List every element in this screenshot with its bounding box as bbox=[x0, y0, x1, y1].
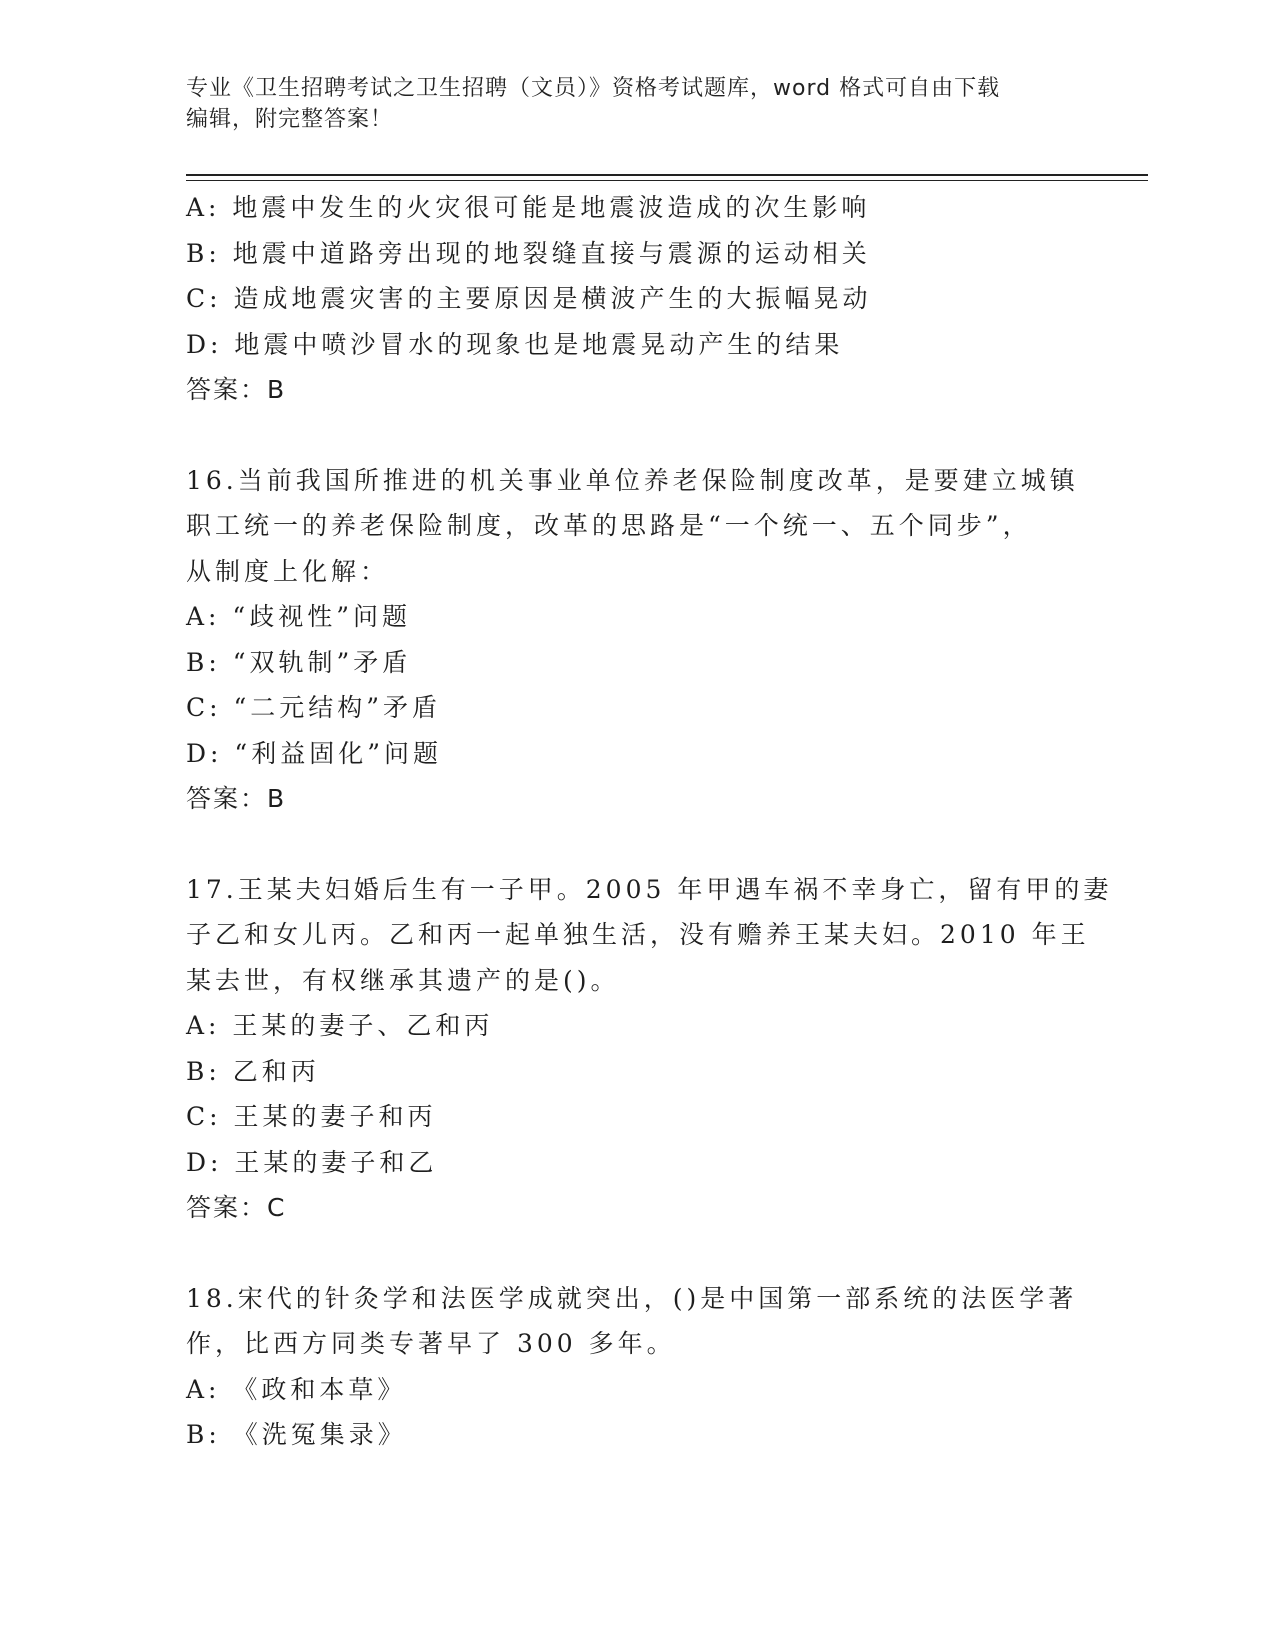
option-a: A: “歧视性”问题 bbox=[186, 602, 411, 631]
option-c: C: “二元结构”矛盾 bbox=[186, 693, 442, 722]
option-d: D: 王某的妻子和乙 bbox=[186, 1147, 438, 1177]
option-b: B: “双轨制”矛盾 bbox=[186, 647, 412, 677]
page-header bbox=[186, 73, 1066, 135]
question-stem-line: 作，比西方同类专著早了 300 多年。 bbox=[186, 1329, 676, 1358]
question-stem-line: 17.王某夫妇婚后生有一子甲。2005 年甲遇车祸不幸身亡，留有甲的妻 bbox=[186, 874, 1113, 904]
option-c: C: 王某的妻子和丙 bbox=[186, 1102, 437, 1131]
option-b: B: 乙和丙 bbox=[186, 1056, 320, 1086]
question-stem-line: 16.当前我国所推进的机关事业单位养老保险制度改革，是要建立城镇 bbox=[186, 465, 1079, 495]
document-body bbox=[186, 185, 1113, 1458]
question-15 bbox=[186, 185, 1086, 413]
answer: 答案：C bbox=[186, 1193, 287, 1222]
question-stem-line: 从制度上化解： bbox=[186, 556, 390, 586]
header-divider bbox=[186, 174, 1148, 181]
option-d: D: 地震中喷沙冒水的现象也是地震晃动产生的结果 bbox=[186, 329, 844, 359]
answer: 答案：B bbox=[186, 784, 287, 813]
option-a: A: 王某的妻子、乙和丙 bbox=[186, 1011, 494, 1040]
answer: 答案：B bbox=[186, 375, 287, 404]
question-17 bbox=[186, 867, 1113, 1231]
option-d: D: “利益固化”问题 bbox=[186, 738, 442, 768]
question-18 bbox=[186, 1276, 1086, 1458]
option-b: B: 地震中道路旁出现的地裂缝直接与震源的运动相关 bbox=[186, 238, 871, 268]
question-stem-line: 18.宋代的针灸学和法医学成就突出，()是中国第一部系统的法医学著 bbox=[186, 1283, 1078, 1313]
question-stem-line: 某去世，有权继承其遗产的是()。 bbox=[186, 965, 620, 995]
question-stem-line: 职工统一的养老保险制度，改革的思路是“一个统一、五个同步”， bbox=[186, 511, 1032, 540]
question-16 bbox=[186, 458, 1086, 822]
header-line-1: 专业《卫生招聘考试之卫生招聘（文员）》资格考试题库，word 格式可自由下载 bbox=[186, 76, 1001, 101]
option-a: A: 《政和本草》 bbox=[186, 1374, 407, 1404]
option-a: A: 地震中发生的火灾很可能是地震波造成的次生影响 bbox=[186, 193, 871, 222]
header-line-2: 编辑，附完整答案！ bbox=[186, 107, 394, 132]
question-stem-line: 子乙和女儿丙。乙和丙一起单独生活，没有赡养王某夫妇。2010 年王 bbox=[186, 920, 1090, 949]
option-c: C: 造成地震灾害的主要原因是横波产生的大振幅晃动 bbox=[186, 284, 872, 313]
option-b: B: 《洗冤集录》 bbox=[186, 1420, 407, 1449]
